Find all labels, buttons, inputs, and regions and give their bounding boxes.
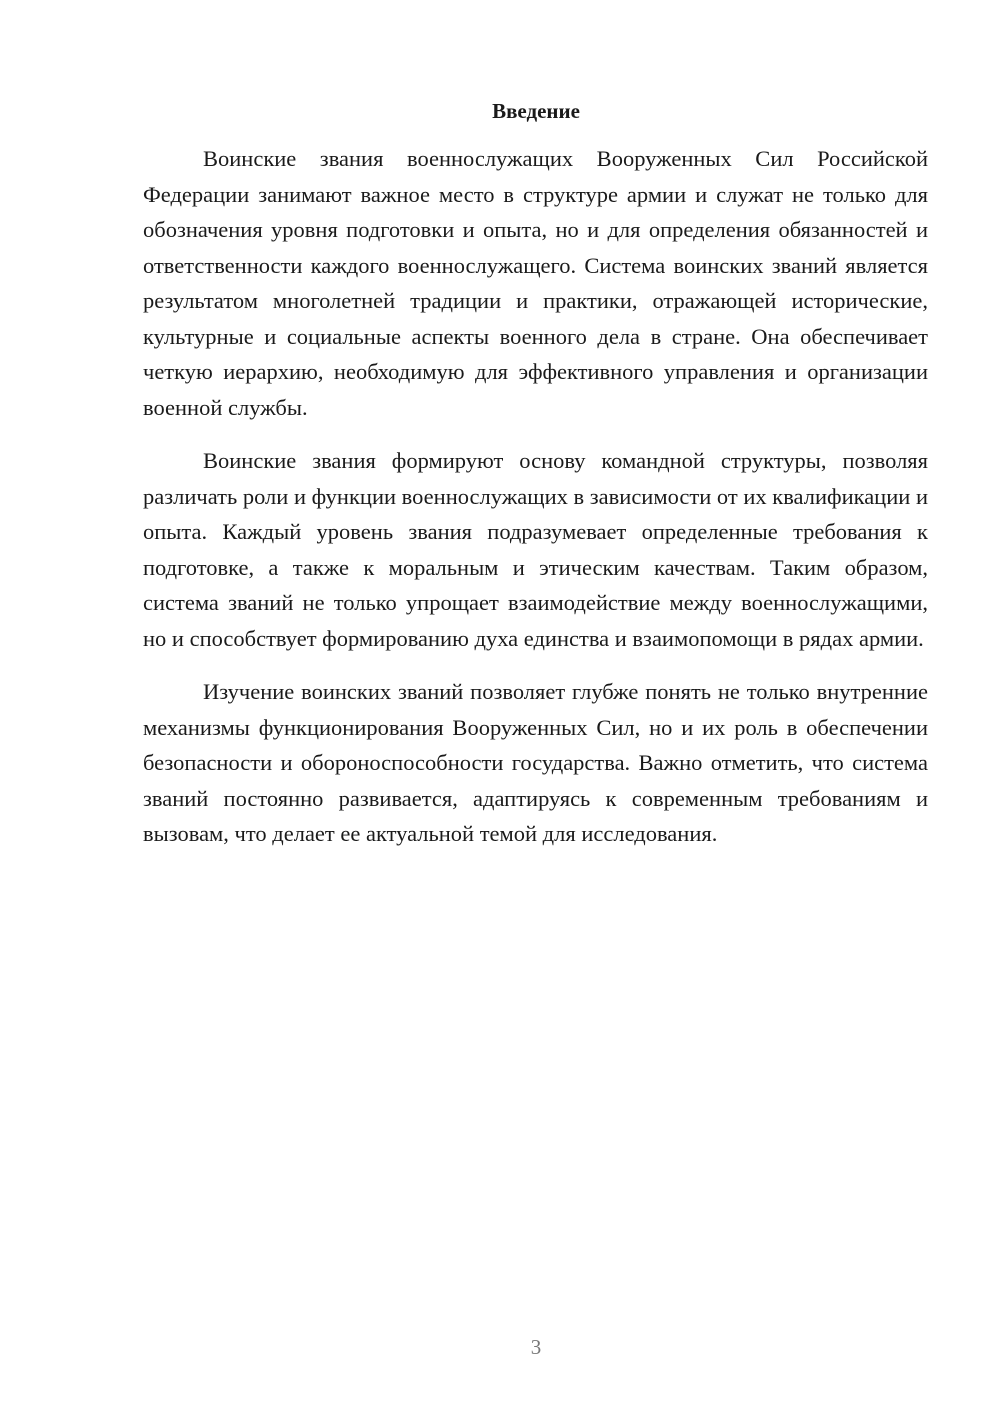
body-text: [143, 141, 928, 870]
paragraph-1: Воинские звания военнослужащих Вооруженных Сил Российской Федерации занимают важное место в структуре армии и служат не только для обозначения уровня подготовки и опыта, но и для определения обязанностей и ответственности каждого военнослужащего. Система воинских званий является результатом многолетней традиции и практики, отражающей исторические, культурные и социальные аспекты военного дела в стране. Она обеспечивает четкую иерархию, необходимую для эффективного управления и организации военной службы.: [143, 146, 928, 420]
paragraph-2: Воинские звания формируют основу командной структуры, позволяя различать роли и функции военнослужащих в зависимости от их квалификации и опыта. Каждый уровень звания подразумевает определенные требования к подготовке, а также к моральным и этическим качествам. Таким образом, система званий не только упрощает взаимодействие между военнослужащими, но и способствует формированию духа единства и взаимопомощи в рядах армии.: [143, 448, 928, 651]
page-number: 3: [530, 1335, 542, 1359]
section-title: Введение: [492, 99, 580, 123]
paragraph-3: Изучение воинских званий позволяет глубже понять не только внутренние механизмы функционирования Вооруженных Сил, но и их роль в обеспечении безопасности и обороноспособности государства. Важно отметить, что система званий постоянно развивается, адаптируясь к современным требованиям и вызовам, что делает ее актуальной темой для исследования.: [143, 679, 928, 846]
